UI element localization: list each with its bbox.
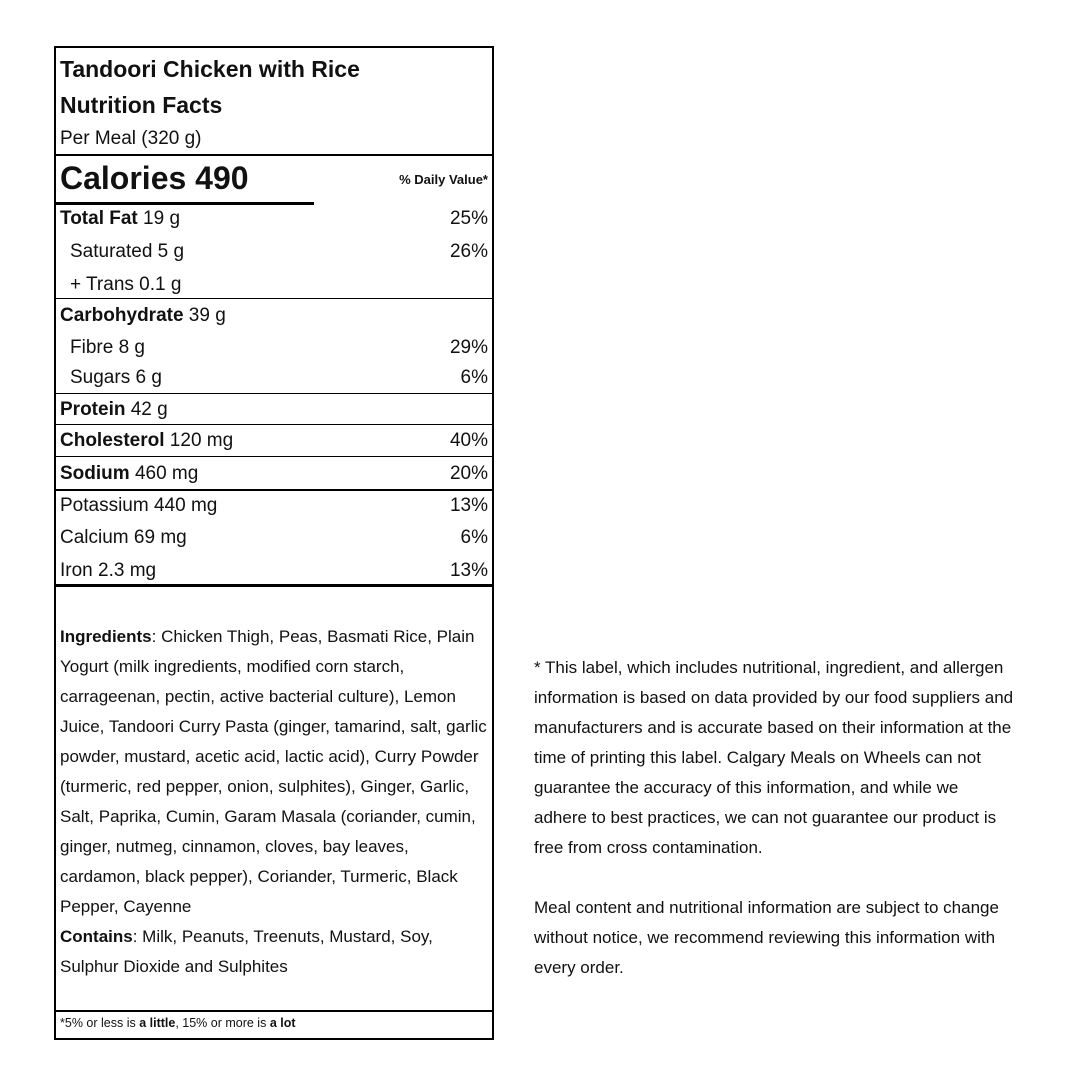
- daily-value-header: % Daily Value*: [399, 172, 488, 187]
- serving-size: Per Meal (320 g): [60, 128, 202, 149]
- total-fat-row: Total Fat 19 g: [60, 208, 181, 229]
- sugars-percent: 6%: [460, 367, 488, 388]
- disclaimer-paragraph: * This label, which includes nutritional, ingredient, and allergen information is based on data provided by our food suppliers and manufacturers and is accurate based on their information at the time of printing this label. Calgary Meals on Wheels can not guarantee the accuracy of this information, and while we adhere to best practices, we can not guarantee our product is free from cross contamination.: [534, 658, 1014, 857]
- cholesterol-percent: 40%: [449, 430, 488, 451]
- divider: [56, 424, 492, 425]
- protein-row: Protein 42 g: [60, 399, 168, 420]
- divider: [56, 584, 492, 587]
- iron-row: Iron 2.3 mg: [60, 560, 157, 581]
- daily-value-footnote: *5% or less is a little, 15% or more is a lot: [60, 1016, 296, 1030]
- sugars-row: Sugars 6 g: [70, 367, 162, 388]
- sodium-row: Sodium 460 mg: [60, 463, 199, 484]
- divider: [56, 456, 492, 457]
- potassium-row: Potassium 440 mg: [60, 495, 218, 516]
- calories: Calories 490: [60, 160, 249, 196]
- disclaimer-paragraph: Meal content and nutritional information are subject to change without notice, we recommend reviewing this information with every order.: [534, 898, 999, 977]
- saturated-percent: 26%: [449, 241, 488, 262]
- ingredients-text: : Chicken Thigh, Peas, Basmati Rice, Plain Yogurt (milk ingredients, modified corn starch, carrageenan, pectin, active bacterial culture), Lemon Juice, Tandoori Curry Pasta (ginger, tamarind, salt, garlic powder, mustard, acetic acid, lactic acid), Curry Powder (turmeric, red pepper, onion, sulphites), Ginger, Garlic, Salt, Paprika, Cumin, Garam Masala (coriander, cumin, ginger, nutmeg, cinnamon, cloves, bay leaves, cardamon, black pepper), Coriander, Turmeric, Black Pepper, Cayenne: [60, 627, 487, 916]
- divider: [56, 489, 492, 491]
- fibre-percent: 29%: [449, 337, 488, 358]
- divider: [56, 298, 492, 299]
- ingredients-label: Ingredients: [60, 627, 152, 646]
- ingredients-block: [60, 622, 492, 982]
- product-title: Tandoori Chicken with Rice: [60, 56, 360, 82]
- trans-row: + Trans 0.1 g: [70, 274, 182, 295]
- nutrition-facts-heading: Nutrition Facts: [60, 92, 223, 118]
- carbohydrate-row: Carbohydrate 39 g: [60, 305, 226, 326]
- calcium-percent: 6%: [460, 527, 488, 548]
- potassium-percent: 13%: [449, 495, 488, 516]
- contains-text: : Milk, Peanuts, Treenuts, Mustard, Soy, Sulphur Dioxide and Sulphites: [60, 927, 433, 976]
- fibre-row: Fibre 8 g: [70, 337, 145, 358]
- divider: [56, 1010, 492, 1012]
- sodium-percent: 20%: [449, 463, 488, 484]
- cholesterol-row: Cholesterol 120 mg: [60, 430, 234, 451]
- divider: [56, 154, 492, 156]
- disclaimer: [534, 653, 1014, 1013]
- contains-label: Contains: [60, 927, 133, 946]
- iron-percent: 13%: [449, 560, 488, 581]
- nutrition-label: [54, 46, 494, 1040]
- saturated-row: Saturated 5 g: [70, 241, 185, 262]
- total-fat-percent: 25%: [449, 208, 488, 229]
- divider: [56, 202, 314, 205]
- divider: [56, 393, 492, 394]
- calcium-row: Calcium 69 mg: [60, 527, 187, 548]
